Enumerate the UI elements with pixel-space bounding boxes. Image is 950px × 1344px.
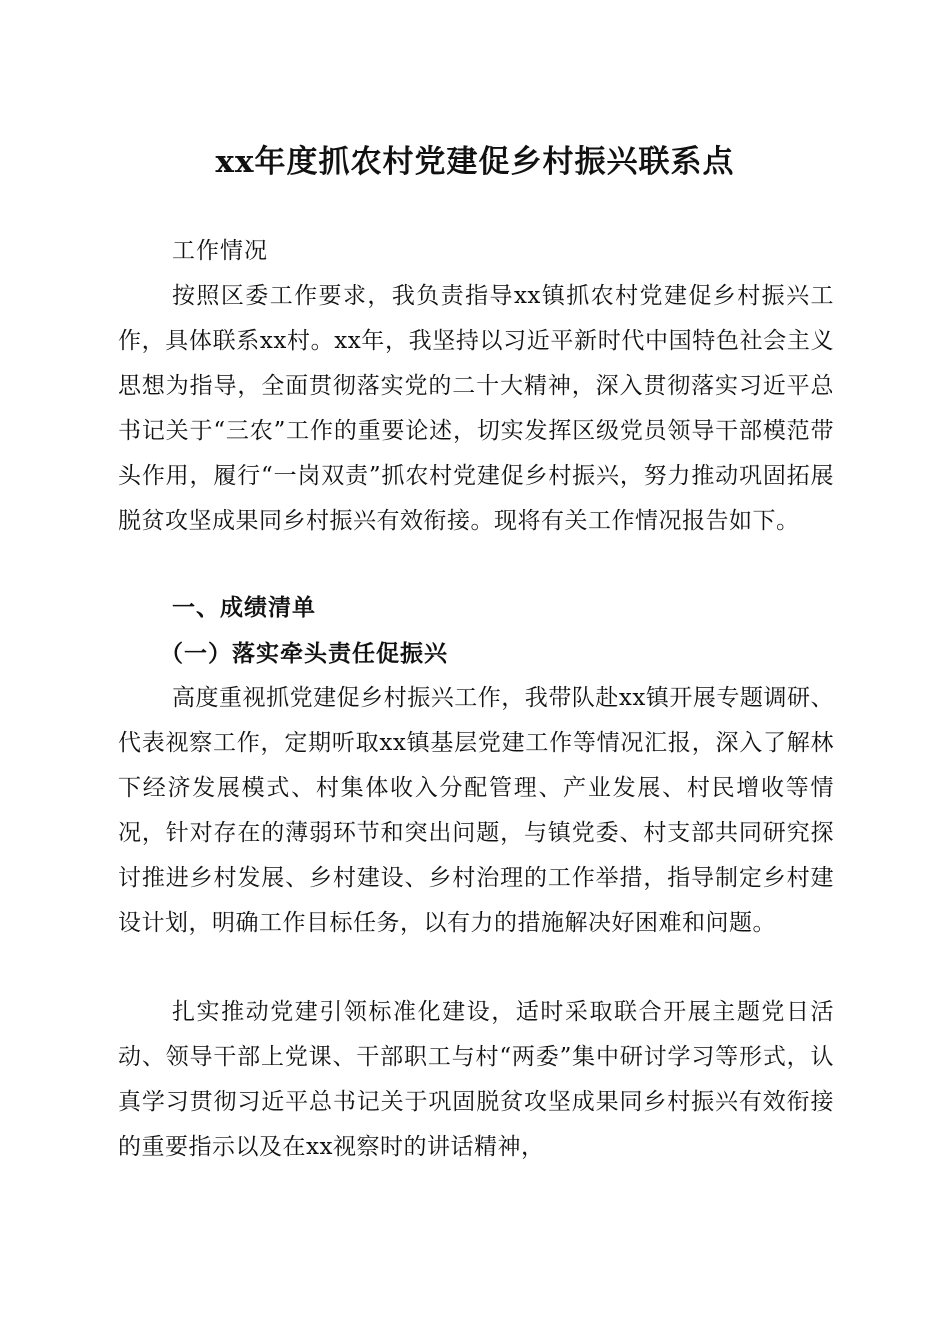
paragraph-standardization: 扎实推动党建引领标准化建设，适时采取联合开展主题党日活动、领导干部上党课、干部职工与村“两委”集中研讨学习等形式，认真学习贯彻习近平总书记关于巩固脱贫攻坚成果同乡村振兴有效衔接的重要指示以及在xx视察时的讲话精神，	[118, 999, 834, 1160]
paragraph-research: 高度重视抓党建促乡村振兴工作，我带队赴xx镇开展专题调研、代表视察工作，定期听取xx镇基层党建工作等情况汇报，深入了解林下经济发展模式、村集体收入分配管理、产业发展、村民增收等情况，针对存在的薄弱环节和突出问题，与镇党委、村支部共同研究探讨推进乡村发展、乡村建设、乡村治理的工作举措，指导制定乡村建设计划，明确工作目标任务，以有力的措施解决好困难和问题。	[118, 685, 834, 936]
subheading-responsibility: （一）落实牵头责任促振兴	[160, 640, 448, 667]
section-label: 工作情况	[172, 238, 268, 264]
heading-achievements: 一、成绩清单	[172, 595, 316, 621]
document-title: xx年度抓农村党建促乡村振兴联系点	[215, 144, 735, 180]
intro-paragraph: 按照区委工作要求，我负责指导xx镇抓农村党建促乡村振兴工作，具体联系xx村。xx年，我坚持以习近平新时代中国特色社会主义思想为指导，全面贯彻落实党的二十大精神，深入贯彻落实习近平总书记关于“三农”工作的重要论述，切实发挥区级党员领导干部模范带头作用，履行“一岗双责”抓农村党建促乡村振兴，努力推动巩固拓展脱贫攻坚成果同乡村振兴有效衔接。现将有关工作情况报告如下。	[118, 283, 834, 534]
